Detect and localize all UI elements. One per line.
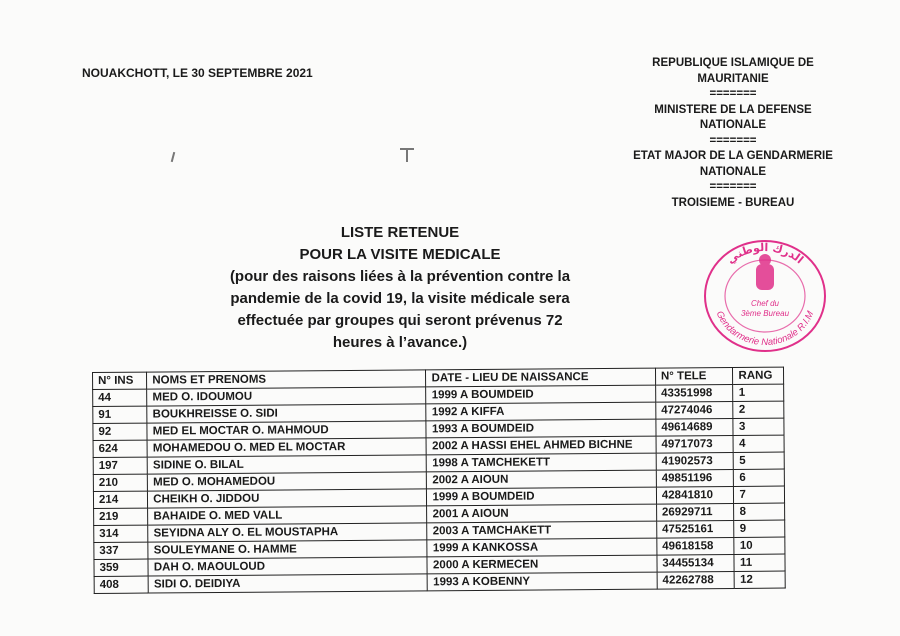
cell-phone: 26929711	[656, 503, 734, 521]
cell-phone: 49717073	[656, 435, 734, 453]
cell-name: SEYIDNA ALY O. EL MOUSTAPHA	[148, 523, 427, 542]
official-stamp-icon	[700, 234, 830, 354]
cell-ins-number: 219	[94, 508, 148, 525]
stamp-ring-text: Gendarmerie Nationale R.I.M	[713, 309, 817, 349]
cell-ins-number: 91	[93, 406, 147, 423]
cell-ins-number: 624	[93, 440, 147, 457]
cell-ins-number: 408	[94, 576, 148, 593]
title-line-4: pandemie de la covid 19, la visite médicale sera	[230, 290, 570, 307]
title-line-2: POUR LA VISITE MEDICALE	[299, 246, 501, 263]
cell-phone: 49851196	[656, 469, 734, 487]
letterhead	[618, 56, 848, 211]
cell-phone: 43351998	[655, 384, 733, 402]
letterhead-staff-2: NATIONALE	[699, 165, 767, 178]
place-date: NOUAKCHOTT, LE 30 SEPTEMBRE 2021	[82, 66, 313, 80]
cell-ins-number: 44	[93, 389, 147, 406]
cell-birth-date-place: 1992 A KIFFA	[426, 402, 656, 421]
letterhead-country-1: REPUBLIQUE ISLAMIQUE DE	[652, 57, 814, 69]
cell-birth-date-place: 2003 A TAMCHAKETT	[427, 521, 657, 540]
cell-rank: 2	[733, 401, 784, 418]
cell-rank: 3	[733, 418, 784, 435]
cell-phone: 42841810	[656, 486, 734, 504]
candidates-table	[92, 367, 786, 594]
cell-ins-number: 214	[93, 491, 147, 508]
cell-name: BOUKHREISSE O. SIDI	[147, 404, 426, 423]
cell-name: CHEIKH O. JIDDOU	[148, 489, 427, 508]
document-title	[190, 222, 610, 354]
cell-birth-date-place: 1999 A BOUMDEID	[426, 385, 656, 404]
letterhead-separator: =======	[709, 181, 757, 193]
cell-birth-date-place: 1993 A KOBENNY	[428, 572, 658, 591]
header-birth-date-place: DATE - LIEU DE NAISSANCE	[426, 368, 656, 387]
stamp-line-1: Chef du	[750, 299, 780, 308]
cell-name: SIDI O. DEIDIYA	[148, 574, 427, 593]
cell-ins-number: 359	[94, 559, 148, 576]
cell-birth-date-place: 2000 A KERMECEN	[427, 555, 657, 574]
cell-birth-date-place: 2001 A AIOUN	[427, 504, 657, 523]
cell-name: SOULEYMANE O. HAMME	[148, 540, 427, 559]
cell-name: MED O. MOHAMEDOU	[148, 472, 427, 491]
cell-rank: 6	[734, 469, 785, 486]
stamp-arabic: الدرك الوطني	[724, 240, 806, 267]
letterhead-separator: =======	[709, 134, 757, 147]
letterhead-ministry-1: MINISTERE DE LA DEFENSE	[654, 103, 812, 116]
letterhead-country-2: MAURITANIE	[697, 72, 769, 85]
cell-phone: 34455134	[657, 554, 735, 572]
cell-phone: 49618158	[657, 537, 735, 555]
header-rank: RANG	[733, 367, 784, 384]
cell-rank: 5	[734, 452, 785, 469]
scan-speck	[171, 152, 176, 162]
table-body	[93, 384, 786, 593]
cell-name: SIDINE O. BILAL	[147, 455, 426, 474]
letterhead-staff-1: ETAT MAJOR DE LA GENDARMERIE	[633, 150, 833, 162]
scan-speck	[406, 150, 408, 162]
cell-phone: 42262788	[657, 571, 735, 589]
cell-birth-date-place: 2002 A AIOUN	[427, 470, 657, 489]
cell-rank: 1	[733, 384, 784, 401]
cell-rank: 8	[734, 503, 785, 520]
header-phone: N° TELE	[655, 367, 733, 385]
stamp-line-2: 3ème Bureau	[740, 309, 790, 318]
title-line-3: (pour des raisons liées à la prévention contre la	[229, 268, 571, 285]
cell-birth-date-place: 1999 A KANKOSSA	[427, 538, 657, 557]
cell-phone: 49614689	[656, 418, 734, 436]
cell-name: DAH O. MAOULOUD	[148, 557, 427, 576]
cell-birth-date-place: 2002 A HASSI EHEL AHMED BICHNE	[427, 436, 657, 455]
cell-ins-number: 337	[94, 542, 148, 559]
cell-rank: 9	[734, 520, 785, 537]
cell-birth-date-place: 1999 A BOUMDEID	[427, 487, 657, 506]
header-names: NOMS ET PRENOMS	[147, 370, 426, 389]
letterhead-separator: =======	[709, 88, 757, 100]
cell-ins-number: 197	[93, 457, 147, 474]
cell-rank: 7	[734, 486, 785, 503]
letterhead-bureau: TROISIEME - BUREAU	[671, 196, 795, 209]
cell-birth-date-place: 1993 A BOUMDEID	[426, 419, 656, 438]
cell-name: MOHAMEDOU O. MED EL MOCTAR	[147, 438, 426, 457]
title-line-6: heures à l’avance.)	[332, 334, 468, 351]
cell-name: MED EL MOCTAR O. MAHMOUD	[147, 421, 426, 440]
letterhead-ministry-2: NATIONALE	[699, 119, 767, 131]
cell-ins-number: 314	[94, 525, 148, 542]
cell-rank: 11	[734, 554, 785, 571]
cell-rank: 12	[735, 571, 786, 588]
cell-rank: 4	[734, 435, 785, 452]
cell-birth-date-place: 1998 A TAMCHEKETT	[427, 453, 657, 472]
cell-phone: 47525161	[657, 520, 735, 538]
cell-name: MED O. IDOUMOU	[147, 387, 426, 406]
title-line-5: effectuée par groupes qui seront prévenus 72	[237, 312, 563, 329]
title-line-1: LISTE RETENUE	[340, 224, 460, 241]
header-ins-number: N° INS	[93, 372, 147, 389]
cell-ins-number: 92	[93, 423, 147, 440]
cell-ins-number: 210	[93, 474, 147, 491]
cell-phone: 47274046	[656, 401, 734, 419]
cell-rank: 10	[734, 537, 785, 554]
cell-phone: 41902573	[656, 452, 734, 470]
cell-name: BAHAIDE O. MED VALL	[148, 506, 427, 525]
